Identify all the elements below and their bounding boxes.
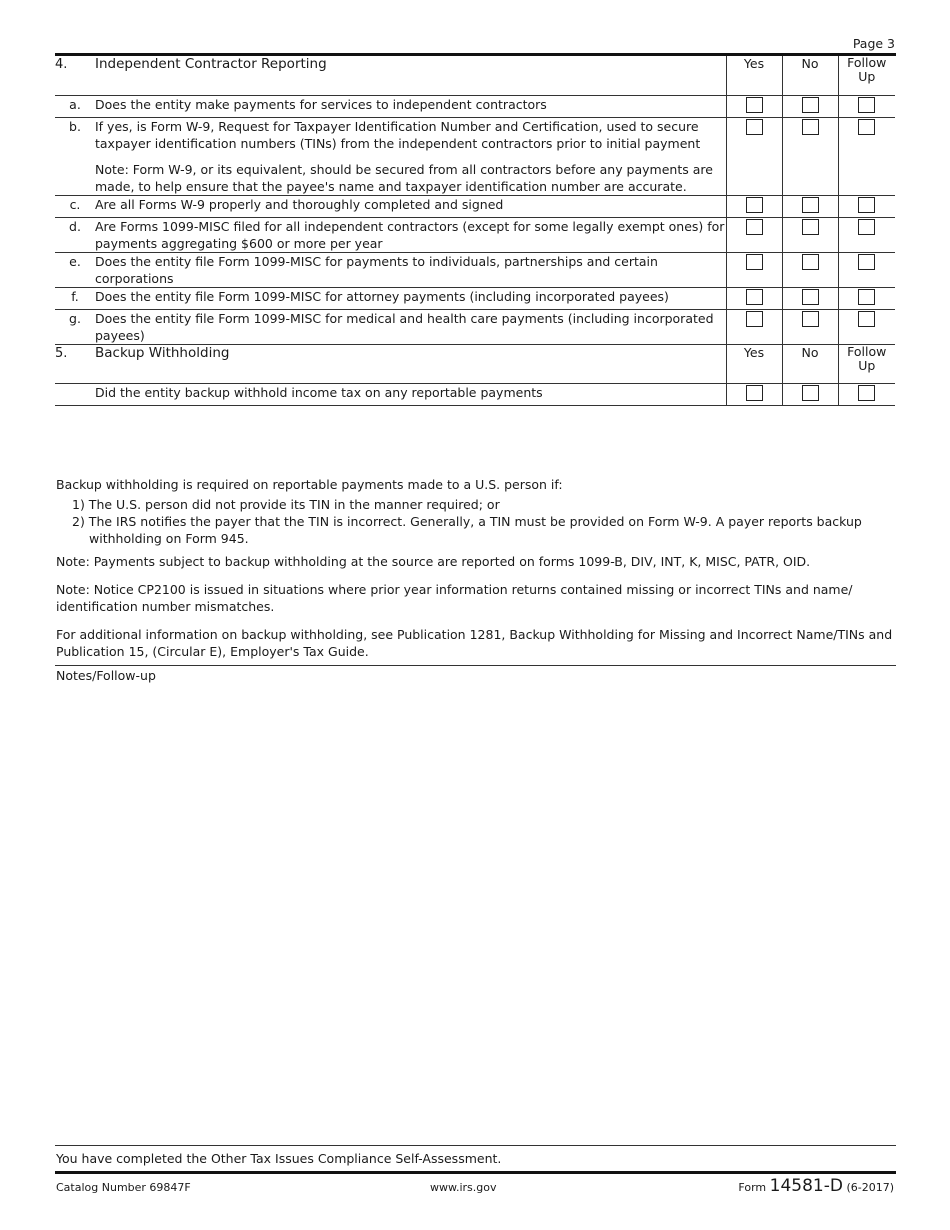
no-column-header: No	[801, 344, 819, 360]
question-letter: g.	[55, 309, 95, 344]
no-checkbox[interactable]	[802, 254, 819, 270]
follow-up-checkbox[interactable]	[858, 254, 875, 270]
backup-note-1: Note: Payments subject to backup withholding at the source are reported on forms 1099-B, DIV, INT, K, MISC, PATR, OID.	[56, 554, 811, 569]
no-checkbox[interactable]	[802, 219, 819, 235]
yes-checkbox[interactable]	[746, 254, 763, 270]
completion-message: You have completed the Other Tax Issues Compliance Self-Assessment.	[56, 1151, 502, 1166]
backup-note-2: Note: Notice CP2100 is issued in situations where prior year information returns contained missing or incorrect TINs and name/ identification number mismatches.	[56, 582, 853, 614]
question-text: Did the entity backup withhold income tax on any reportable payments	[95, 383, 726, 405]
question-letter: f.	[55, 287, 95, 309]
section-number: 5.	[55, 345, 68, 361]
catalog-number: Catalog Number 69847F	[56, 1181, 191, 1194]
yes-checkbox[interactable]	[746, 289, 763, 305]
question-text: If yes, is Form W-9, Request for Taxpayer Identification Number and Certification, used to secure taxpayer identification numbers (TINs) from the independent contractors prior to initial payment	[95, 118, 701, 151]
question-letter: b.	[55, 117, 95, 195]
no-checkbox[interactable]	[802, 97, 819, 113]
question-text: Are Forms 1099-MISC filed for all independent contractors (except for some legally exempt ones) for payments aggregating $600 or more per year	[95, 218, 725, 251]
backup-condition-2: 2) The IRS notifies the payer that the TIN is incorrect. Generally, a TIN must be provided on Form W-9. A payer reports backup withholding on Form 945.	[72, 514, 862, 546]
checklist-table	[55, 56, 895, 406]
form-number: 14581-D	[769, 1176, 843, 1196]
question-text: Are all Forms W-9 properly and thoroughly completed and signed	[95, 195, 726, 217]
follow-up-column-header: Follow Up	[847, 55, 887, 84]
notes-divider	[55, 665, 896, 666]
question-text: Does the entity make payments for services to independent contractors	[95, 95, 726, 117]
question-letter: c.	[55, 195, 95, 217]
notes-label: Notes/Follow-up	[56, 668, 156, 683]
question-note: Note: Form W-9, or its equivalent, should be secured from all contractors before any payments are made, to help ensure that the payee's name and taxpayer identification number are accurate.	[95, 161, 713, 194]
question-text: Does the entity file Form 1099-MISC for payments to individuals, partnerships and certain corporations	[95, 252, 726, 287]
no-checkbox[interactable]	[802, 311, 819, 327]
follow-up-checkbox[interactable]	[858, 311, 875, 327]
question-letter: d.	[55, 217, 95, 252]
question-row	[55, 195, 895, 217]
backup-condition-1: 1) The U.S. person did not provide its TIN in the manner required; or	[72, 497, 500, 512]
no-checkbox[interactable]	[802, 119, 819, 135]
follow-up-checkbox[interactable]	[858, 219, 875, 235]
yes-checkbox[interactable]	[746, 385, 763, 401]
yes-checkbox[interactable]	[746, 219, 763, 235]
question-row	[55, 217, 895, 252]
additional-info: For additional information on backup withholding, see Publication 1281, Backup Withholding for Missing and Incorrect Name/TINs and Publication 15, (Circular E), Employer's Tax Guide.	[56, 627, 893, 659]
question-row	[55, 383, 895, 405]
follow-up-checkbox[interactable]	[858, 97, 875, 113]
question-row	[55, 309, 895, 344]
website: www.irs.gov	[430, 1181, 497, 1194]
follow-up-checkbox[interactable]	[858, 197, 875, 213]
section-title: Backup Withholding	[95, 344, 230, 361]
no-column-header: No	[801, 56, 819, 71]
section-number: 4.	[55, 57, 68, 72]
no-checkbox[interactable]	[802, 289, 819, 305]
yes-column-header: Yes	[743, 56, 765, 71]
footer-top-rule	[55, 1145, 896, 1146]
question-letter: a.	[55, 95, 95, 117]
backup-withholding-info	[56, 476, 894, 660]
yes-column-header: Yes	[743, 344, 765, 360]
form-identifier: Form 14581-D (6-2017)	[738, 1176, 894, 1196]
question-text: Does the entity file Form 1099-MISC for medical and health care payments (including incorporated payees)	[95, 309, 726, 344]
question-row	[55, 95, 895, 117]
question-row	[55, 117, 895, 195]
follow-up-checkbox[interactable]	[858, 385, 875, 401]
page-number: Page 3	[852, 36, 895, 51]
question-letter: e.	[55, 252, 95, 287]
yes-checkbox[interactable]	[746, 197, 763, 213]
follow-up-column-header: Follow Up	[847, 343, 887, 373]
yes-checkbox[interactable]	[746, 119, 763, 135]
section-4-header	[55, 56, 895, 95]
question-row	[55, 287, 895, 309]
form-date: (6-2017)	[846, 1181, 894, 1194]
section-5-header	[55, 344, 895, 383]
no-checkbox[interactable]	[802, 385, 819, 401]
follow-up-checkbox[interactable]	[858, 289, 875, 305]
yes-checkbox[interactable]	[746, 311, 763, 327]
footer-rule	[55, 1171, 896, 1174]
question-row	[55, 252, 895, 287]
follow-up-checkbox[interactable]	[858, 119, 875, 135]
backup-intro: Backup withholding is required on reportable payments made to a U.S. person if:	[56, 477, 563, 492]
yes-checkbox[interactable]	[746, 97, 763, 113]
section-title: Independent Contractor Reporting	[95, 56, 327, 72]
question-text: Does the entity file Form 1099-MISC for attorney payments (including incorporated payees)	[95, 287, 726, 309]
no-checkbox[interactable]	[802, 197, 819, 213]
notes-area[interactable]	[55, 686, 896, 1141]
